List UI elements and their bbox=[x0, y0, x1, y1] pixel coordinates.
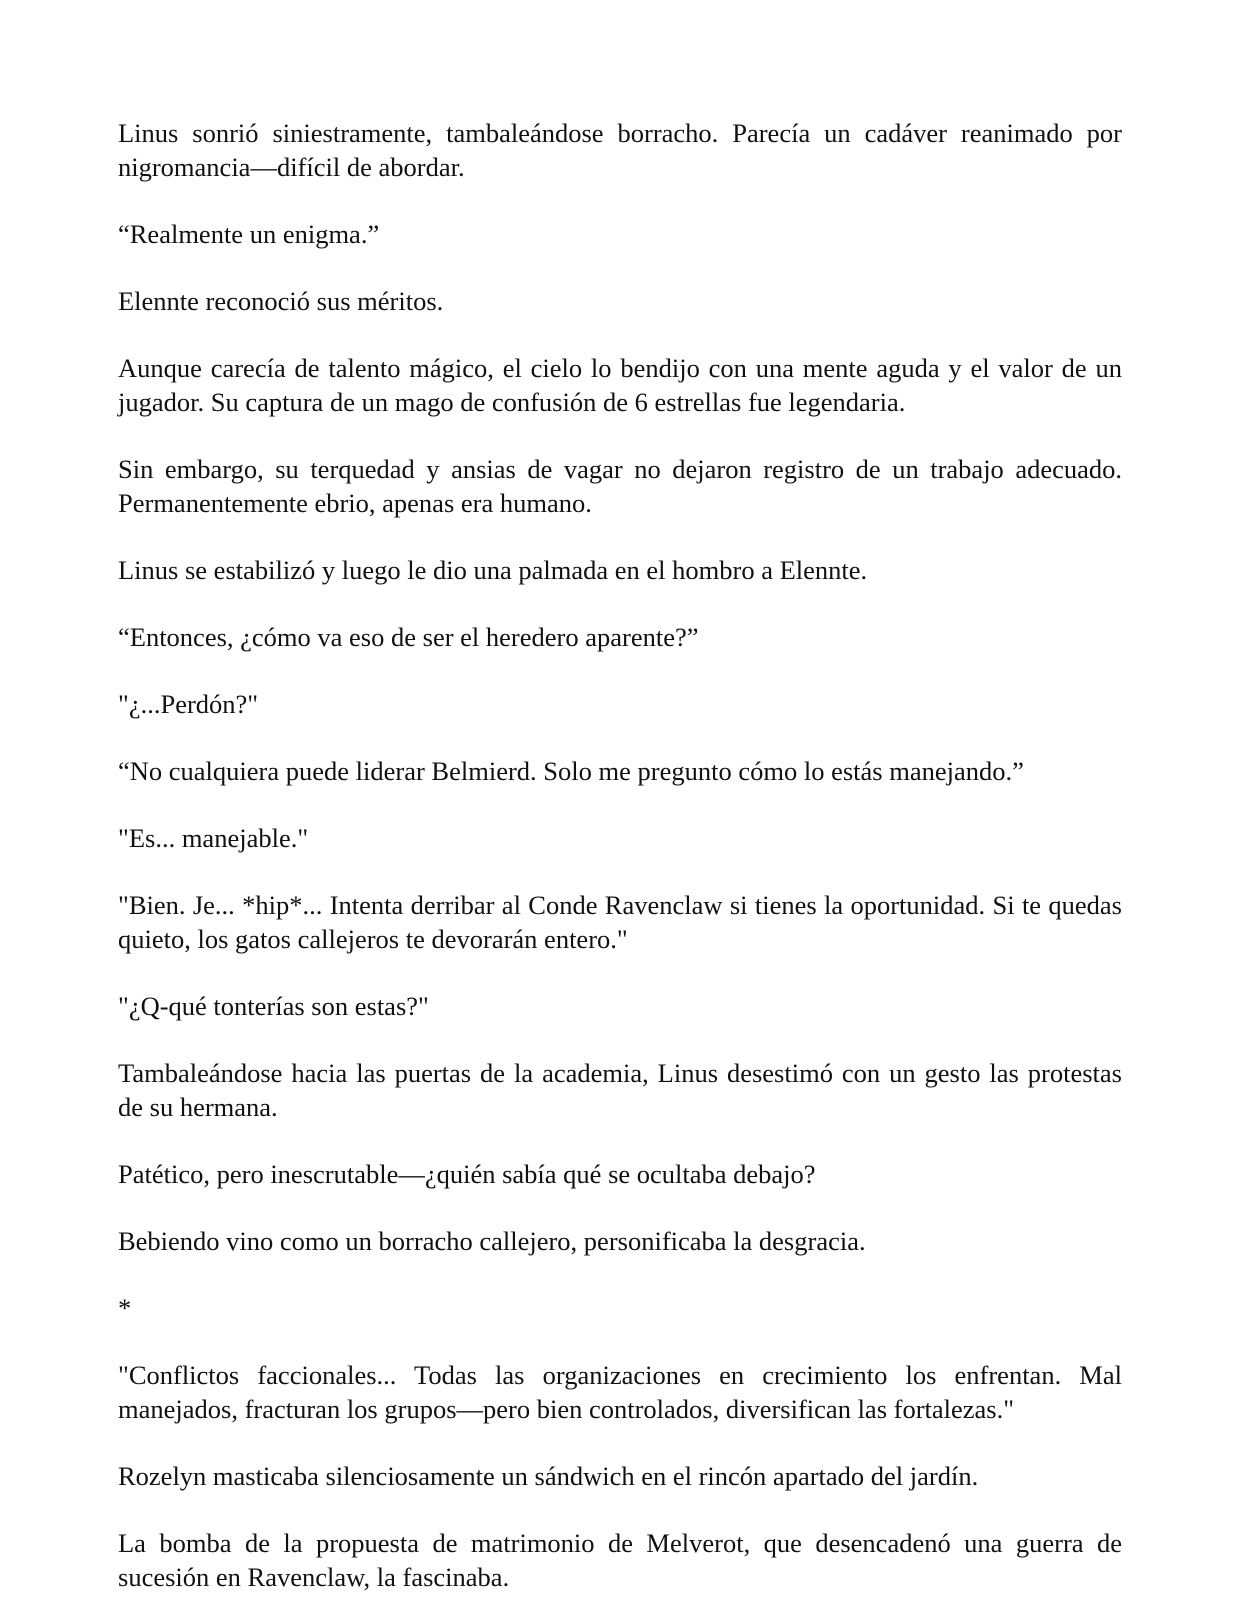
paragraph: "Bien. Je... *hip*... Intenta derribar al Conde Ravenclaw si tienes la oportunidad. Si te quedas quieto, los gatos callejeros te devorarán entero." bbox=[118, 890, 1122, 954]
paragraph: “Realmente un enigma.” bbox=[118, 219, 380, 249]
paragraph: Patético, pero inescrutable—¿quién sabía qué se ocultaba debajo? bbox=[118, 1159, 816, 1189]
paragraph: Rozelyn masticaba silenciosamente un sándwich en el rincón apartado del jardín. bbox=[118, 1461, 979, 1491]
paragraph: Elennte reconoció sus méritos. bbox=[118, 286, 444, 316]
paragraph: Sin embargo, su terquedad y ansias de vagar no dejaron registro de un trabajo adecuado. Permanentemente ebrio, apenas era humano. bbox=[118, 454, 1122, 518]
paragraph: “Entonces, ¿cómo va eso de ser el heredero aparente?” bbox=[118, 622, 699, 652]
paragraph: "¿...Perdón?" bbox=[118, 689, 259, 719]
paragraph: Tambaleándose hacia las puertas de la academia, Linus desestimó con un gesto las protestas de su hermana. bbox=[118, 1058, 1122, 1122]
paragraph: Bebiendo vino como un borracho callejero, personificaba la desgracia. bbox=[118, 1226, 866, 1256]
paragraph: "Es... manejable." bbox=[118, 823, 309, 853]
paragraph: "Conflictos faccionales... Todas las organizaciones en crecimiento los enfrentan. Mal manejados, fracturan los grupos—pero bien controlados, diversifican las fortalezas." bbox=[118, 1360, 1122, 1424]
document-body bbox=[118, 116, 1122, 1594]
paragraph: Aunque carecía de talento mágico, el cielo lo bendijo con una mente aguda y el valor de un jugador. Su captura de un mago de confusión de 6 estrellas fue legendaria. bbox=[118, 353, 1122, 417]
paragraph: "¿Q-qué tonterías son estas?" bbox=[118, 991, 429, 1021]
paragraph: “No cualquiera puede liderar Belmierd. Solo me pregunto cómo lo estás manejando.” bbox=[118, 756, 1024, 786]
paragraph: Linus se estabilizó y luego le dio una palmada en el hombro a Elennte. bbox=[118, 555, 868, 585]
paragraph: Linus sonrió siniestramente, tambaleándose borracho. Parecía un cadáver reanimado por nigromancia—difícil de abordar. bbox=[118, 118, 1122, 182]
scene-break: * bbox=[118, 1293, 132, 1323]
paragraph: La bomba de la propuesta de matrimonio de Melverot, que desencadenó una guerra de sucesión en Ravenclaw, la fascinaba. bbox=[118, 1528, 1122, 1592]
